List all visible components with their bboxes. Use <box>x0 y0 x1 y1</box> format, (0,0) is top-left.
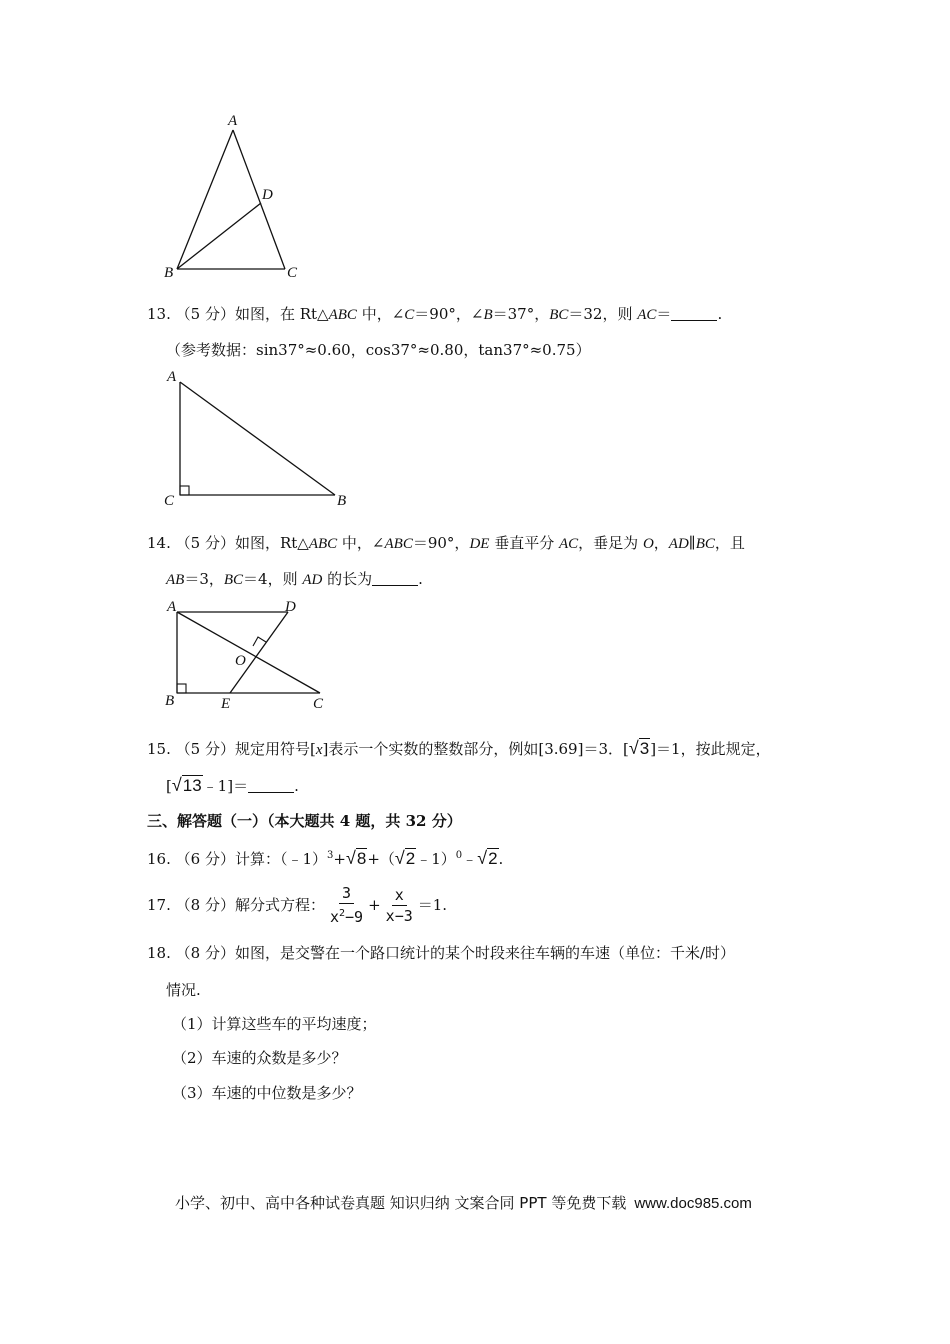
radicand: 2 <box>405 849 416 868</box>
text: x <box>329 908 339 926</box>
question-14-line1 <box>147 533 745 554</box>
segment-ac <box>177 612 320 693</box>
question-score: （8 分） <box>175 896 235 914</box>
radicand: 8 <box>356 849 367 868</box>
exponent: 0 <box>455 850 463 861</box>
label-c: C <box>313 696 324 712</box>
question-number: 16. <box>147 850 171 868</box>
var: ABC <box>328 307 357 323</box>
text: ＝3， <box>184 570 224 588</box>
question-18-sub1: （1）计算这些车的平均速度； <box>172 1015 377 1033</box>
question-number: 18. <box>147 944 171 962</box>
text: . <box>717 305 723 323</box>
right-angle-mark-b <box>177 684 186 693</box>
figure-right-triangle <box>155 362 365 512</box>
label-a: A <box>167 599 177 615</box>
label-c: C <box>287 265 298 281</box>
var: x <box>315 742 323 758</box>
question-number: 15. <box>147 740 171 758</box>
sqrt-2: √2 <box>477 848 498 868</box>
radicand: 13 <box>182 776 202 795</box>
footer-link[interactable]: www.doc985.com <box>634 1195 752 1212</box>
text: ]＝1，按此规定， <box>650 740 771 758</box>
text: ＝1. <box>417 896 448 914</box>
sqrt-2: √2 <box>394 848 416 868</box>
var: BC <box>223 572 244 588</box>
question-15-line1 <box>147 738 771 760</box>
question-score: （6 分） <box>175 850 235 868</box>
question-18-sub2: （2）车速的众数是多少？ <box>172 1049 347 1067</box>
text: + <box>368 896 381 914</box>
question-score: （8 分） <box>175 944 235 962</box>
question-score: （5 分） <box>175 740 235 758</box>
question-number: 14. <box>147 534 171 552</box>
label-c: C <box>164 493 175 509</box>
label-b: B <box>165 693 175 709</box>
question-number: 13. <box>147 305 171 323</box>
question-18-line1 <box>147 943 735 963</box>
text: ﹣ <box>462 850 478 868</box>
fraction-3-over-x2-9 <box>327 884 366 926</box>
var: ABC <box>308 536 338 552</box>
question-13-line1 <box>147 304 722 325</box>
figure-quadrilateral <box>155 592 345 717</box>
text: 中，∠ <box>337 534 385 552</box>
segment-ab <box>177 130 233 269</box>
text: ]表示一个实数的整数部分，例如[3.69]＝3．[ <box>322 740 629 758</box>
text: 规定用符号[ <box>234 740 316 758</box>
radicand: 2 <box>488 849 498 868</box>
numerator: 3 <box>339 884 354 904</box>
label-b: B <box>337 493 347 509</box>
text: 如图，是交警在一个路口统计的某个时段来往车辆的车速（单位：千米/时） <box>234 944 736 962</box>
text: . <box>294 777 299 795</box>
question-18-line2: 情况. <box>166 981 201 999</box>
text: ， <box>653 534 669 552</box>
var: C <box>404 307 415 323</box>
text: 如图，在 Rt△ <box>234 305 329 323</box>
denominator <box>327 904 366 926</box>
question-score: （5 分） <box>175 305 235 323</box>
question-15-line2 <box>166 775 299 796</box>
label-a: A <box>167 369 177 385</box>
var: AD <box>668 536 689 552</box>
text: ∥ <box>688 534 696 552</box>
var: O <box>642 536 654 552</box>
var: AC <box>558 536 579 552</box>
question-17 <box>147 880 447 930</box>
text: ＝90°， <box>412 534 470 552</box>
numerator: x <box>392 886 407 906</box>
question-score: （5 分） <box>175 534 235 552</box>
text: 中，∠ <box>356 305 405 323</box>
label-e: E <box>221 696 231 712</box>
text: 的长为 <box>322 570 373 588</box>
question-16 <box>147 846 503 869</box>
question-13-reference: （参考数据：sin37°≈0.60，cos37°≈0.80，tan37°≈0.75） <box>166 341 591 359</box>
label-a: A <box>228 113 238 129</box>
radicand: 3 <box>639 739 650 758</box>
sqrt-13: √13 <box>171 775 202 795</box>
segment-ac <box>233 130 285 269</box>
text: ﹣1） <box>416 850 456 868</box>
text: 解分式方程： <box>234 896 325 914</box>
text: . <box>418 570 423 588</box>
text: 如图，Rt△ <box>234 534 309 552</box>
question-14-line2 <box>166 569 423 590</box>
sqrt-3: √3 <box>628 738 650 758</box>
footer <box>175 1192 752 1213</box>
var: ABC <box>384 536 413 552</box>
answer-blank[interactable] <box>248 778 294 793</box>
footer-text: 小学、初中、高中各种试卷真题 知识归纳 文案合同 PPT 等免费下载 <box>175 1194 627 1212</box>
text: ﹣1]＝ <box>202 777 249 795</box>
text: . <box>498 850 504 868</box>
label-o: O <box>235 653 246 669</box>
right-angle-mark <box>180 486 189 495</box>
text: ，且 <box>714 534 745 552</box>
label-b: B <box>164 265 174 281</box>
text: −9 <box>345 908 364 926</box>
text: ＝4，则 <box>243 570 303 588</box>
label-d: D <box>285 599 296 615</box>
exponent: 3 <box>327 850 334 861</box>
text: [ <box>166 777 172 795</box>
answer-blank[interactable] <box>671 306 717 321</box>
var: AB <box>166 572 185 588</box>
question-18-sub3: （3）车速的中位数是多少？ <box>172 1084 362 1102</box>
var: BC <box>695 536 715 552</box>
text: ＝ <box>656 305 672 323</box>
text: ＝32，则 <box>568 305 638 323</box>
var: AC <box>637 307 657 323</box>
text: +（ <box>367 850 395 868</box>
var: BC <box>549 307 569 323</box>
var: DE <box>469 536 490 552</box>
sqrt-8: √8 <box>345 848 367 868</box>
fraction-x-over-x-3 <box>383 886 416 925</box>
question-number: 17. <box>147 896 171 914</box>
var: AD <box>302 572 323 588</box>
denominator: x−3 <box>385 906 413 925</box>
answer-blank[interactable] <box>372 571 418 586</box>
section-heading: 三、解答题（一）（本大题共 4 题，共 32 分） <box>147 812 462 830</box>
text: 计算：（﹣1） <box>234 850 327 868</box>
segment-ab <box>180 382 335 495</box>
text: ＝37°， <box>492 305 550 323</box>
exponent: 2 <box>339 908 346 919</box>
var: B <box>483 307 493 323</box>
text: + <box>333 850 346 868</box>
label-d: D <box>262 187 273 203</box>
text: ，垂足为 <box>578 534 643 552</box>
text: ＝90°，∠ <box>414 305 484 323</box>
text: 垂直平分 <box>489 534 559 552</box>
figure-triangle-abd <box>155 105 315 285</box>
